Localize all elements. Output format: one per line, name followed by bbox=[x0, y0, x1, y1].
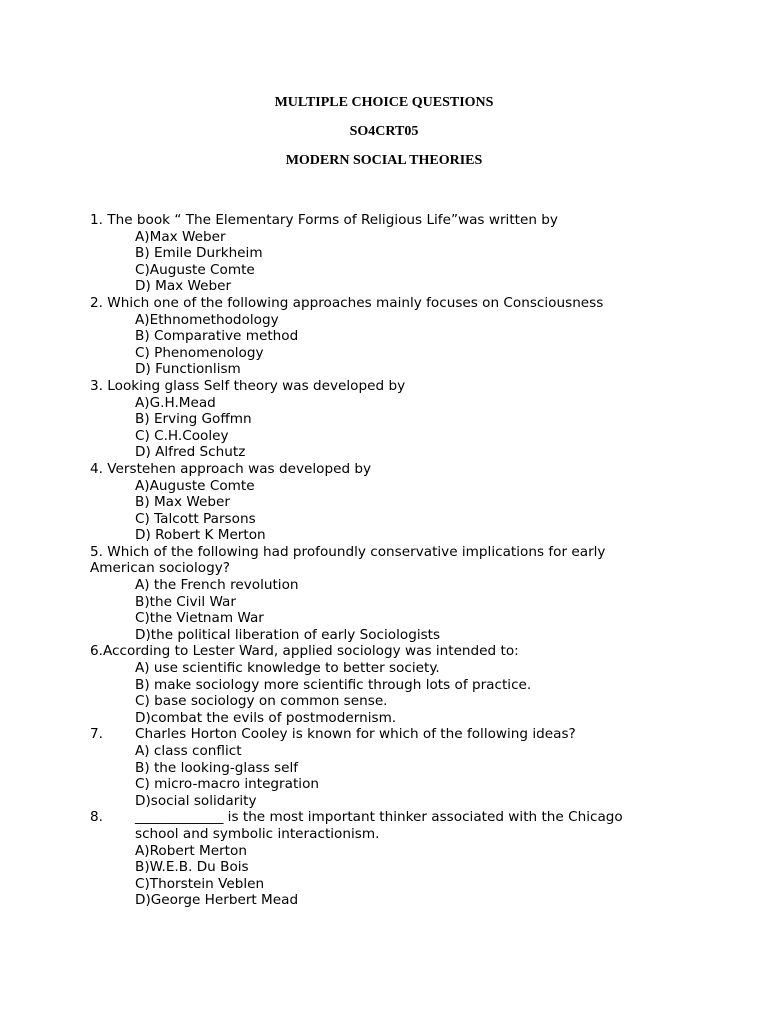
option-c: C)Auguste Comte bbox=[135, 261, 255, 278]
subject-title: MODERN SOCIAL THEORIES bbox=[285, 153, 483, 168]
option-c: C) base sociology on common sense. bbox=[135, 693, 388, 710]
document-title: MULTIPLE CHOICE QUESTIONS bbox=[274, 95, 494, 110]
question-number: 7. bbox=[90, 726, 103, 743]
question-text: 6.According to Lester Ward, applied sociology was intended to: bbox=[90, 643, 519, 660]
question-text: Charles Horton Cooley is known for which of the following ideas? bbox=[135, 726, 576, 743]
question-5 bbox=[0, 544, 768, 644]
option-b: B) Comparative method bbox=[135, 328, 299, 345]
option-c: C) C.H.Cooley bbox=[135, 427, 229, 444]
question-text: _____________ is the most important thinker associated with the Chicago bbox=[135, 809, 623, 826]
option-c: C) micro-macro integration bbox=[135, 776, 320, 793]
option-a: A)Auguste Comte bbox=[135, 477, 255, 494]
option-b: B)W.E.B. Du Bois bbox=[135, 859, 249, 876]
option-b: B) Erving Goffmn bbox=[135, 411, 252, 428]
question-text-continued: American sociology? bbox=[90, 560, 230, 577]
option-d: D) Functionlism bbox=[135, 361, 241, 378]
course-code: SO4CRT05 bbox=[349, 124, 419, 139]
question-7 bbox=[0, 726, 768, 809]
question-4 bbox=[0, 461, 768, 544]
question-6 bbox=[0, 643, 768, 726]
question-text: 5. Which of the following had profoundly conservative implications for early bbox=[90, 543, 606, 560]
question-3 bbox=[0, 378, 768, 461]
question-1 bbox=[0, 212, 768, 295]
option-a: A)Max Weber bbox=[135, 228, 226, 245]
question-text: 3. Looking glass Self theory was developed by bbox=[90, 377, 406, 394]
option-d: D)combat the evils of postmodernism. bbox=[135, 709, 397, 726]
option-b: B) the looking-glass self bbox=[135, 759, 299, 776]
option-d: D)George Herbert Mead bbox=[135, 892, 299, 909]
option-d: D)social solidarity bbox=[135, 792, 257, 809]
option-a: A)G.H.Mead bbox=[135, 394, 216, 411]
option-c: C)the Vietnam War bbox=[135, 610, 264, 627]
question-2 bbox=[0, 295, 768, 378]
option-b: B) make sociology more scientific through lots of practice. bbox=[135, 676, 532, 693]
option-a: A) the French revolution bbox=[135, 577, 299, 594]
question-text-continued: school and symbolic interactionism. bbox=[135, 825, 380, 842]
option-a: A)Ethnomethodology bbox=[135, 311, 279, 328]
option-a: A) use scientific knowledge to better society. bbox=[135, 660, 440, 677]
question-text: 2. Which one of the following approaches mainly focuses on Consciousness bbox=[90, 294, 604, 311]
question-list bbox=[0, 212, 768, 909]
option-d: D) Robert K Merton bbox=[135, 527, 266, 544]
option-b: B)the Civil War bbox=[135, 593, 236, 610]
question-text: 1. The book “ The Elementary Forms of Religious Life”was written by bbox=[90, 212, 558, 228]
option-a: A) class conflict bbox=[135, 743, 242, 759]
option-a: A)Robert Merton bbox=[135, 842, 247, 859]
option-c: C) Phenomenology bbox=[135, 344, 264, 361]
option-c: C) Talcott Parsons bbox=[135, 510, 256, 527]
question-number: 8. bbox=[90, 809, 103, 826]
question-text: 4. Verstehen approach was developed by bbox=[90, 460, 372, 477]
option-d: D)the political liberation of early Sociologists bbox=[135, 626, 441, 643]
option-b: B) Emile Durkheim bbox=[135, 245, 263, 262]
option-c: C)Thorstein Veblen bbox=[135, 875, 265, 892]
option-d: D) Alfred Schutz bbox=[135, 444, 246, 461]
option-b: B) Max Weber bbox=[135, 494, 230, 511]
question-8 bbox=[0, 809, 768, 909]
option-d: D) Max Weber bbox=[135, 278, 232, 295]
